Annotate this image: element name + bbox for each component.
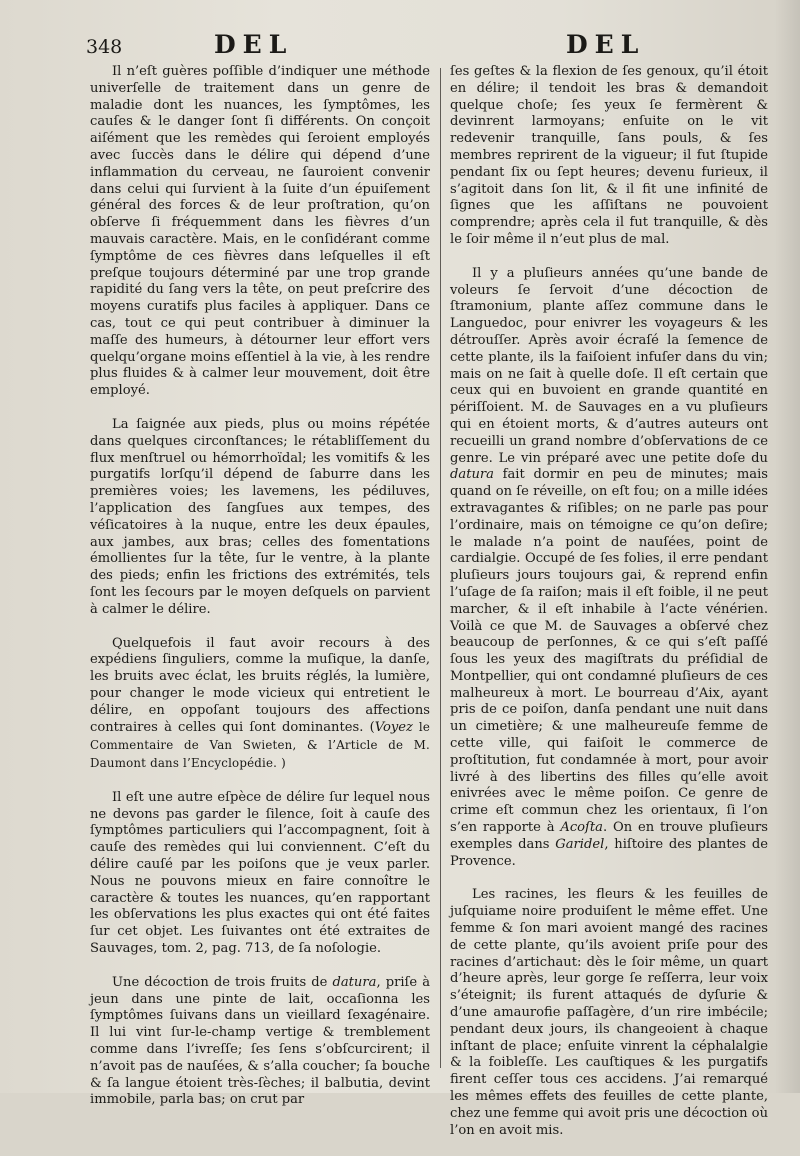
- datura-term: datura: [450, 467, 494, 483]
- left-paragraph-2: La ſaignée aux pieds, plus ou moins répétée dans quelques circonſtances; le rétabliſſement du flux menſtruel ou hémorrhoïdal; les vomitifs & les purgatifs lorſqu’il dépend de ſaburre dans les premières voies; les lavemens, les pédiluves, l’application des ſangſues aux tempes, des véſicatoires à la nuque, entre les deux épaules, aux jambes, aux bras; celles des fomentations émollientes ſur la tête, ſur le ventre, à la plante des pieds; enfin les frictions des extrémités, tels ſont les ſecours par le moyen deſquels on parvient à calmer le délire.: [90, 416, 430, 617]
- paragraph-5-before: Une décoction de trois fruits de: [112, 974, 333, 990]
- paragraph-2-part-b: fait dormir en peu de minutes; mais quand on ſe réveille, on eſt fou; on a mille idées extravagantes & riſibles; on ne parle pas pour l’ordinaire, mais on témoigne ce qu’on deſire; le malade n’a point de nauſées, point de cardialgie. Occupé de ſes folies, il erre pendant pluſieurs jours toujours gai, & reprend enfin l’uſage de ſa raiſon; mais il eſt foible, il ne peut marcher, & il eſt inhabile à l’acte vénérien. Voilà ce que M. de Sauvages a obſervé chez beaucoup de perſonnes, & ce qui s’eſt paſſé ſous les yeux des magiſtrats du préſidial de Montpellier, qui ont condamné pluſieurs de ces malheureux à mort. Le bourreau d’Aix, ayant pris de ce poiſon, danſa pendant une nuit dans un cimetière; & une malheureuſe femme de cette ville, qui faiſoit le commerce de proſtitution, fut condamnée à mort, pour avoir livré à des libertins des filles qu’elle avoit enivrées avec le même poiſon. Ce genre de crime eſt commun chez les orientaux, ſi l’on s’en rapporte à: [450, 467, 768, 836]
- left-paragraph-4: Il eſt une autre eſpèce de délire ſur lequel nous ne devons pas garder le ſilence, ſoit à cauſe des ſymptômes particuliers qui l’accompagnent, ſoit à cauſe des remèdes qui lui conviennent. C’eſt du délire cauſé par les poiſons que je veux parler. Nous ne pouvons mieux en faire connoître le caractère & toutes les nuances, qu’en rapportant les obſervations les plus exactes qui ont été faites ſur cet objet. Les ſuivantes ont été extraites de Sauvages, tom. 2, pag. 713, de ſa noſologie.: [90, 789, 430, 957]
- datura-term: datura: [332, 974, 377, 990]
- right-paragraph-2: [450, 266, 768, 871]
- left-paragraph-3: [90, 636, 430, 773]
- page-number: 348: [86, 36, 123, 58]
- garidel-reference: Garidel: [555, 836, 605, 852]
- paragraph-2-part-d: , hiſtoire des plantes de Provence.: [450, 836, 768, 869]
- voyez-reference: Voyez: [374, 720, 413, 736]
- paragraph-2-part-c: . On en trouve pluſieurs exemples dans: [450, 820, 769, 852]
- acosta-reference: Acoſta: [560, 820, 603, 836]
- paragraph-2-part-a: Il y a pluſieurs années qu’une bande de voleurs ſe ſervoit d’une décoction de ſtramonium, plante aſſez commune dans le Languedoc, pour enivrer les voyageurs & les détrouſſer. Après avoir écraſé la ſemence de cette plante, ils la faiſoient infuſer dans du vin; mais on ne ſait à quelle doſe. Il eſt certain que ceux qui en buvoient en grande quantité en périſſoient. M. de Sauvages en a vu pluſieurs qui en étoient morts, & d’autres auteurs ont recueilli un grand nombre d’obſervations de ce genre. Le vin préparé avec une petite doſe du: [450, 265, 768, 466]
- column-divider: [440, 68, 441, 1068]
- right-running-head: DEL: [566, 30, 646, 59]
- paragraph-5-after: , priſe à jeun dans une pinte de lait, occaſionna les ſymptômes ſuivans dans un vieillard ſexagénaire. Il lui vint ſur-le-champ vertige & tremblement comme dans l’ivreſſe; ſes ſens s’obſcurcirent; il n’avoit pas de nauſées, & s’alla coucher; ſa bouche & ſa langue étoient très-ſèches; il balbutia, devint immobile, parla bas; on crut par: [90, 974, 431, 1108]
- page-header: [0, 30, 800, 64]
- right-paragraph-3: Les racines, les fleurs & les feuilles de juſquiame noire produiſent le même effet. Une femme & ſon mari avoient mangé des racines de cette plante, qu’ils avoient priſe pour des racines d’artichaut: dès le ſoir même, un quart d’heure après, leur gorge ſe reſſerra, leur voix s’éteignit; ils furent attaqués de dyſurie & d’une amaurofie paſſagère, d’un rire imbécile; pendant deux jours, ils changeoient à chaque inſtant de place; enſuite vinrent la céphalalgie & la foibleſſe. Les cauſtiques & les purgatifs firent ceſſer tous ces accidens. J’ai remarqué les mêmes effets des feuilles de cette plante, chez une femme qui avoit pris une décoction où l’on en avoit mis.: [450, 887, 768, 1138]
- page-edge-shadow: [775, 0, 800, 1093]
- right-paragraph-1: ſes geſtes & la flexion de ſes genoux, qu’il étoit en délire; il tendoit les bras & demandoit quelque choſe; ſes yeux ſe fermèrent & devinrent larmoyans; enſuite on le vit redevenir tranquille, ſans pouls, & ſes membres reprirent de la vigueur; il fut ſtupide pendant ſix ou ſept heures; devenu furieux, il s’agitoit dans ſon lit, & il fit une infinité de ſignes que les aſſiſtans ne pouvoient comprendre; après cela il fut tranquille, & dès le ſoir même il n’eut plus de mal.: [450, 64, 768, 247]
- left-running-head: DEL: [214, 30, 294, 59]
- left-paragraph-5: [90, 975, 430, 1109]
- paragraph-3-text: Quelquefois il faut avoir recours à des expédiens ſinguliers, comme la muſique, la danſe, les bruits avec éclat, les bruits réglés, la lumière, pour changer le mode vicieux qui entretient le délire, en oppoſant toujours des affections contraires à celles qui ſont dominantes. (: [90, 635, 430, 736]
- left-column: [90, 64, 430, 1126]
- left-paragraph-1: Il n’eſt guères poſſible d’indiquer une méthode univerſelle de traitement dans un genre de maladie dont les nuances, les ſymptômes, les cauſes & le danger ſont ſi différents. On conçoit aiſément que les remèdes qui ſeroient employés avec ſuccès dans le délire qui dépend d’une inflammation du cerveau, ne ſauroient convenir dans celui qui ſurvient à la ſuite d’un épuiſement général des forces & de leur proſtration, qu’on obſerve ſi fréquemment dans les fièvres d’un mauvais caractère. Mais, en le conſidérant comme ſymptôme de ces fièvres dans leſquelles il eſt preſque toujours déterminé par une trop grande rapidité du ſang vers la tête, on peut preſcrire des moyens curatifs plus faciles à appliquer. Dans ce cas, tout ce qui peut contribuer à diminuer la maſſe des humeurs, à détourner leur effort vers quelqu’organe moins eſſentiel à la vie, à les rendre plus fluides & à calmer leur mouvement, doit être employé.: [90, 64, 430, 399]
- encyclopedia-reference: le Commentaire de Van Swieten, & l’Article de M. Daumont dans l’Encyclopédie. ): [90, 720, 430, 771]
- right-column: [450, 64, 768, 1156]
